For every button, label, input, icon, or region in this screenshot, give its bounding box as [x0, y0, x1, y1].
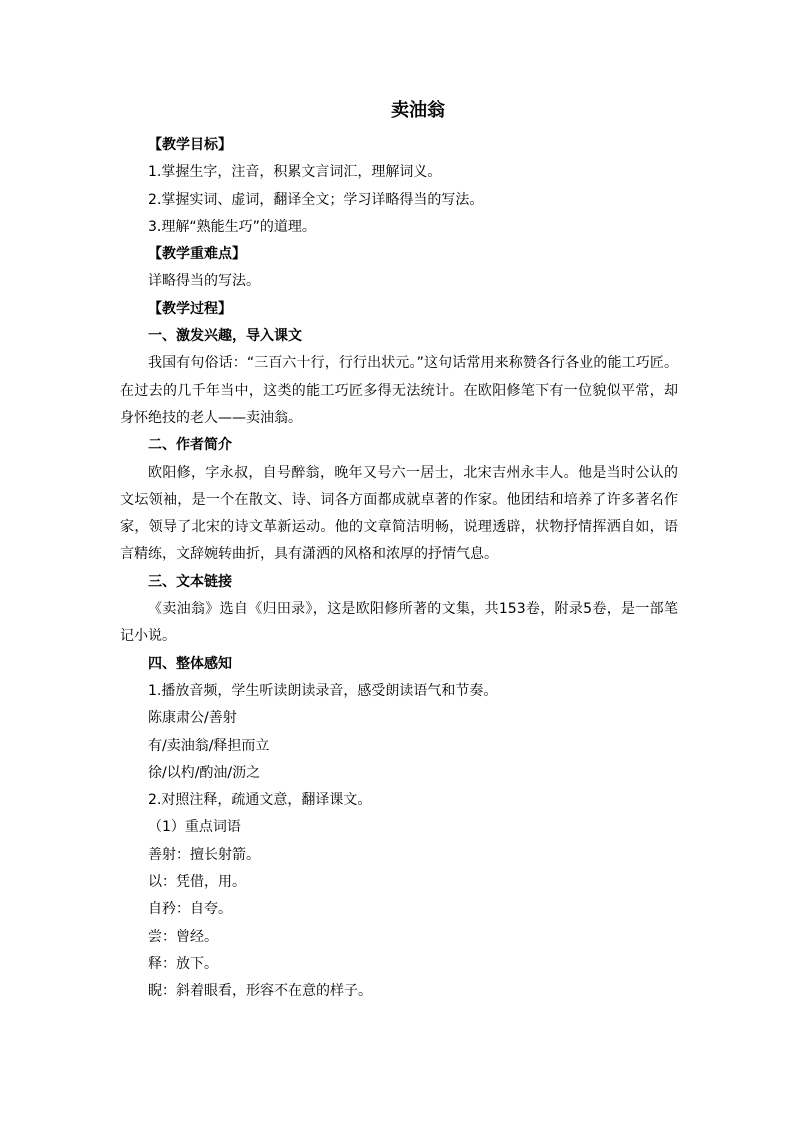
- body-line: 3.理解“熟能生巧”的道理。: [148, 218, 316, 235]
- body-line: 2.对照注释，疏通文意，翻译课文。: [148, 792, 372, 809]
- body-line: 徐/以杓/酌油/沥之: [148, 764, 261, 781]
- body-paragraph: 《卖油翁》选自《归田录》，这是欧阳修所著的文集，共153卷，附录5卷，是一部笔记小说。: [120, 601, 678, 645]
- section-heading: 二、作者简介: [148, 437, 232, 454]
- document-body: [120, 132, 678, 1006]
- body-line: 1.播放音频，学生听读朗读录音，感受朗读语气和节奏。: [148, 682, 498, 699]
- section-heading: 【教学过程】: [148, 300, 232, 317]
- body-line: 2.掌握实词、虚词，翻译全文；学习详略得当的写法。: [148, 191, 484, 208]
- body-line: 有/卖油翁/释担而立: [148, 737, 270, 754]
- body-line: 睨：斜着眼看，形容不在意的样子。: [148, 983, 372, 1000]
- body-line: （1）重点词语: [148, 819, 241, 836]
- body-line: 以：凭借，用。: [148, 874, 246, 891]
- body-line: 自矜：自夸。: [148, 901, 232, 918]
- document-page: [120, 96, 678, 1006]
- body-line: 尝：曾经。: [148, 928, 218, 945]
- section-heading: 【教学目标】: [148, 137, 232, 153]
- body-paragraph: 欧阳修，字永叔，自号醉翁，晚年又号六一居士，北宋吉州永丰人。他是当时公认的文坛领袖，是一个在散文、诗、词各方面都成就卓著的作家。他团结和培养了许多著名作家，领导了北宋的诗文革新运动。他的文章简洁明畅，说理透辟，状物抒情挥洒自如，语言精练，文辞婉转曲折，具有潇洒的风格和浓厚的抒情气息。: [120, 464, 678, 563]
- body-line: 释：放下。: [148, 955, 218, 972]
- section-heading: 四、整体感知: [148, 655, 232, 672]
- body-line: 善射：擅长射箭。: [148, 846, 260, 863]
- body-paragraph: 我国有句俗话：“三百六十行，行行出状元。”这句话常用来称赞各行各业的能工巧匠。在过去的几千年当中，这类的能工巧匠多得无法统计。在欧阳修笔下有一位貌似平常，却身怀绝技的老人——卖油翁。: [120, 355, 678, 426]
- body-line: 陈康肃公/善射: [148, 710, 237, 727]
- section-heading: 一、激发兴趣，导入课文: [148, 328, 302, 345]
- document-title: 卖油翁: [391, 100, 445, 121]
- body-line: 1.掌握生字，注音，积累文言词汇，理解词义。: [148, 164, 442, 181]
- section-heading: 【教学重难点】: [148, 246, 246, 263]
- body-line: 详略得当的写法。: [148, 273, 260, 290]
- section-heading: 三、文本链接: [148, 573, 232, 590]
